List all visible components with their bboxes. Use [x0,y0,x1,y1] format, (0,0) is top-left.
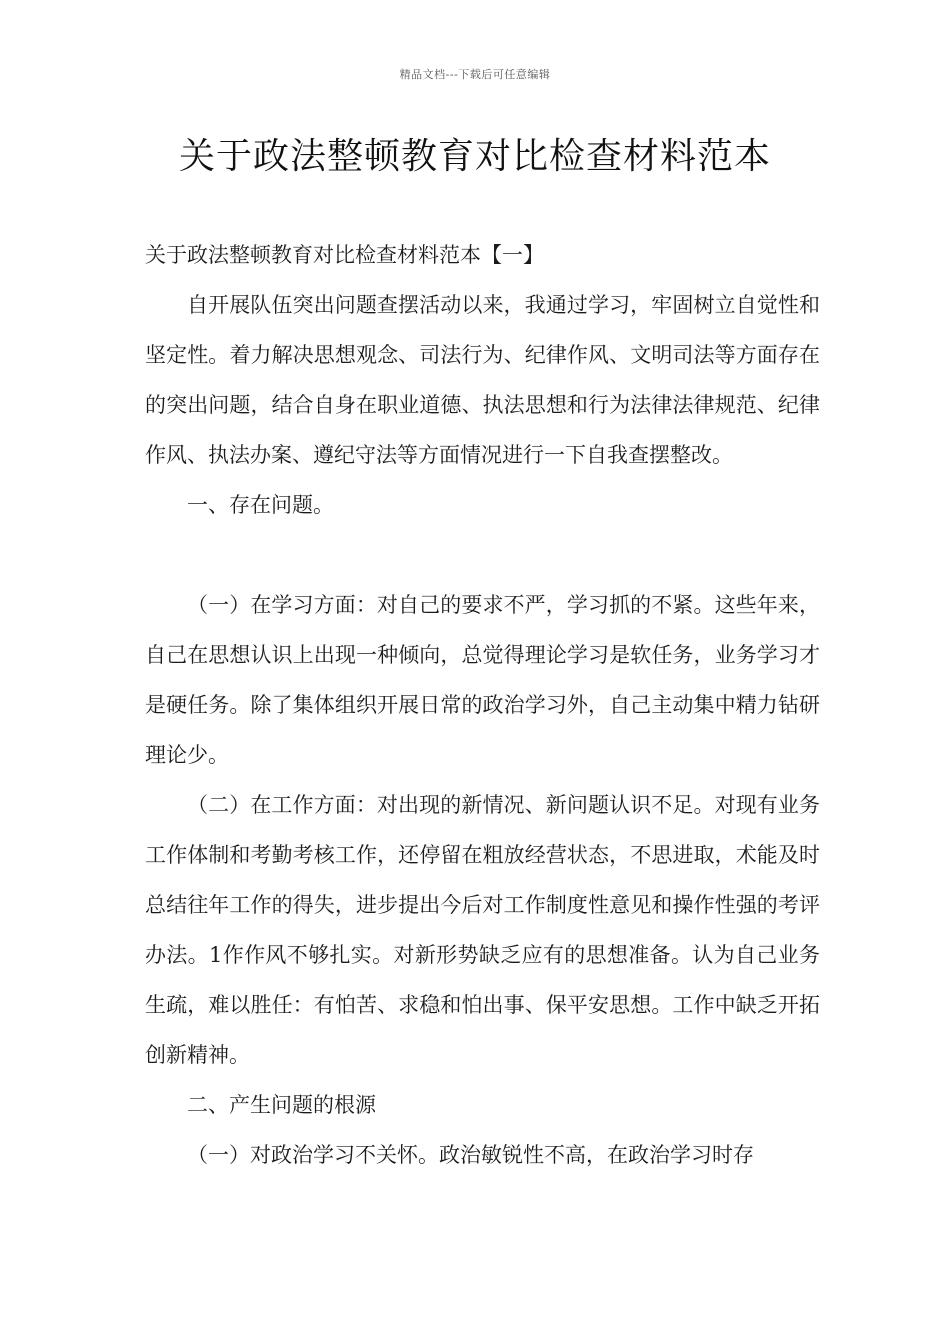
heading-root-causes: 二、产生问题的根源 [187,1093,376,1117]
document-title: 关于政法整顿教育对比检查材料范本 [178,136,771,177]
paragraph-intro: 自开展队伍突出问题查摆活动以来，我通过学习，牢固树立自觉性和坚定性。着力解决思想观念、司法行为、纪律作风、文明司法等方面存在的突出问题，结合自身在职业道德、执法思想和行为法律法律规范、纪律作风、执法办案、遵纪守法等方面情况进行一下自我查摆整改。 [145,293,820,467]
document-body [145,230,820,1180]
blank-line [145,530,820,580]
heading-problems: 一、存在问题。 [187,493,334,517]
paragraph-work: （二）在工作方面：对出现的新情况、新问题认识不足。对现有业务工作体制和考勤考核工作，还停留在粗放经营状态，不思进取，术能及时总结往年工作的得失，进步提出今后对工作制度性意见和操作性强的考评办法。1作作风不够扎实。对新形势缺乏应有的思想准备。认为自己业务生疏，难以胜任：有怕苦、求稳和怕出事、保平安思想。工作中缺乏开拓创新精神。 [145,793,820,1067]
section-heading: 关于政法整顿教育对比检查材料范本【一】 [145,243,544,267]
paragraph-political-study: （一）对政治学习不关怀。政治敏锐性不高，在政治学习时存 [187,1143,754,1167]
paragraph-study: （一）在学习方面：对自己的要求不严，学习抓的不紧。这些年来，自己在思想认识上出现一种倾向，总觉得理论学习是软任务，业务学习才是硬任务。除了集体组织开展日常的政治学习外，自己主动集中精力钻研理论少。 [145,593,820,767]
header-note: 精品文档---下载后可任意编辑 [399,68,551,81]
